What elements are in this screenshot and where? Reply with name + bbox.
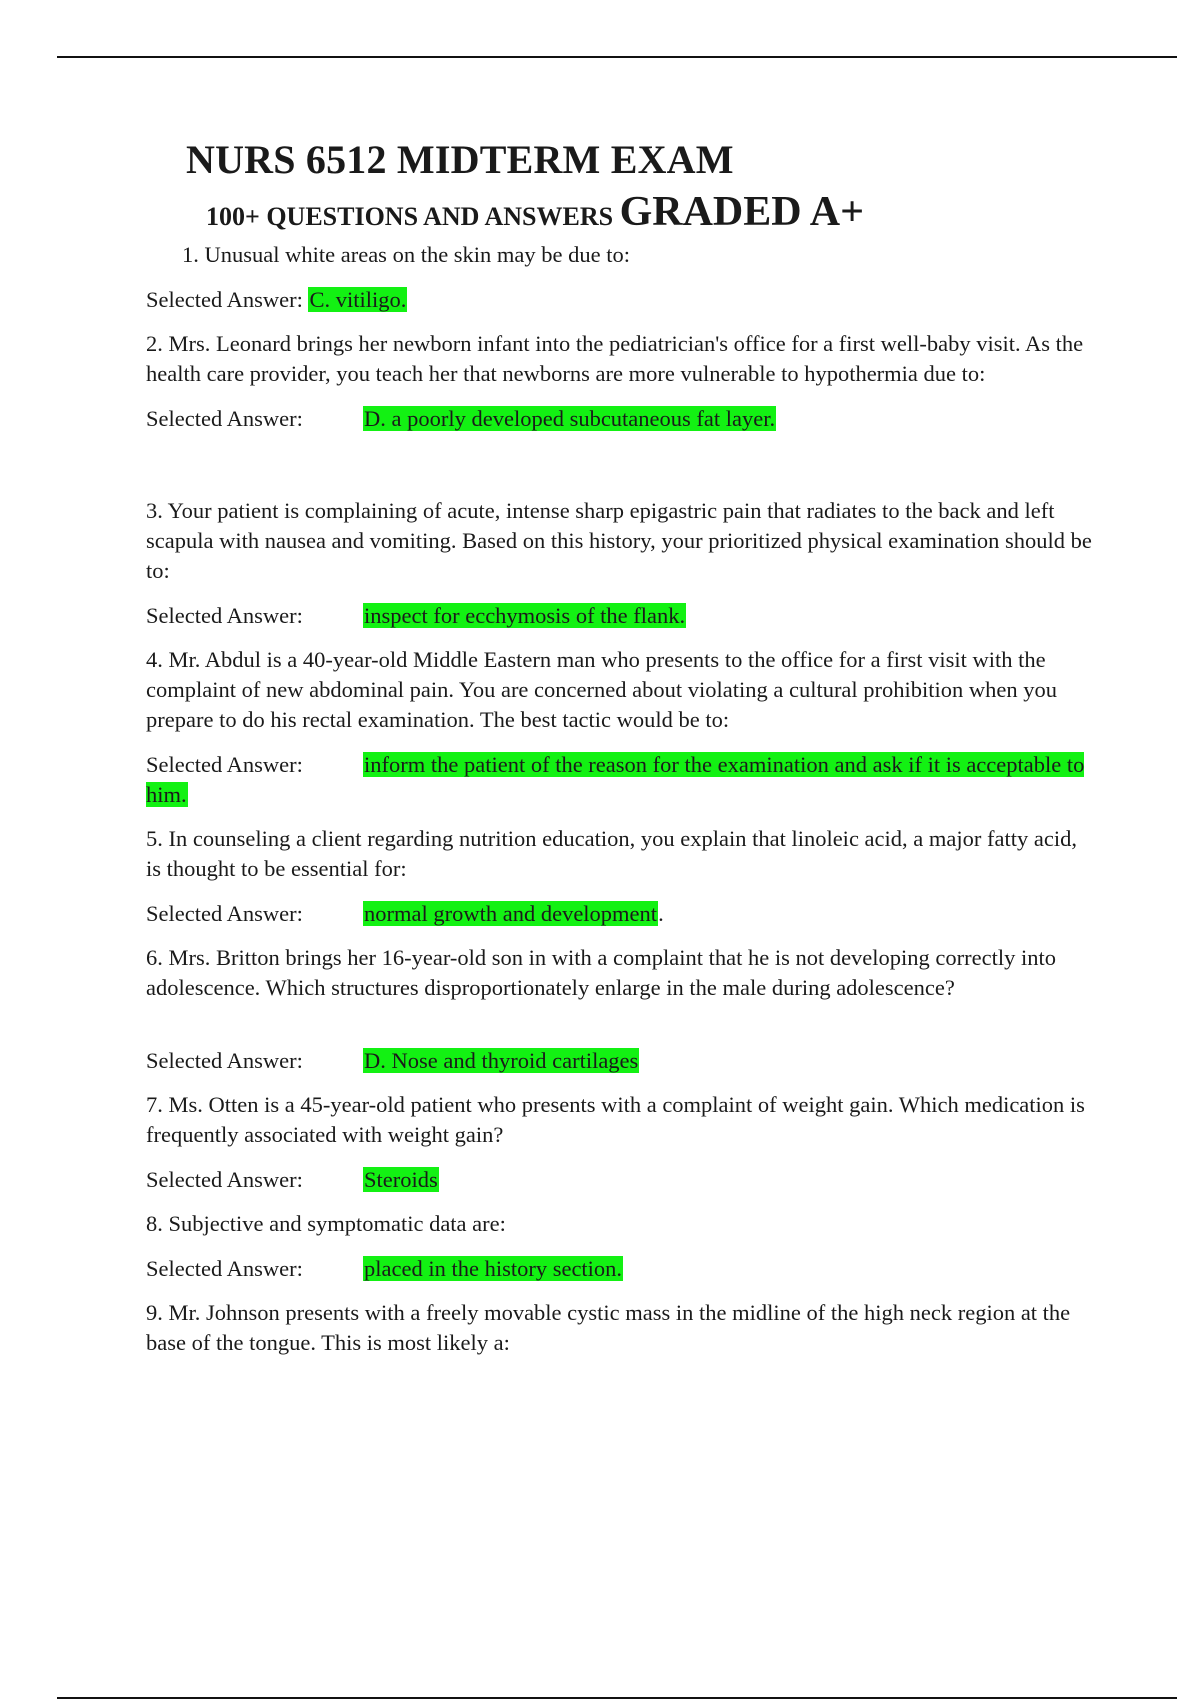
question-6: 6. Mrs. Britton brings her 16-year-old son in with a complaint that he is not developing correctly into adolescence. Which structures disproportionately enlarge in the male during adolescence? bbox=[146, 945, 1056, 1000]
selected-answer-7: Steroids bbox=[364, 1167, 438, 1192]
answer-row-2 bbox=[146, 404, 1096, 434]
answer-tail-5: . bbox=[658, 901, 664, 926]
answer-row-4 bbox=[146, 750, 1096, 810]
question-5: 5. In counseling a client regarding nutrition education, you explain that linoleic acid, a major fatty acid, is thought to be essential for: bbox=[146, 826, 1077, 881]
bottom-rule bbox=[57, 1697, 1177, 1699]
answer-label: Selected Answer: bbox=[146, 752, 303, 777]
selected-answer-6: D. Nose and thyroid cartilages bbox=[364, 1048, 639, 1073]
answer-label: Selected Answer: bbox=[146, 1256, 303, 1281]
selected-answer-3: inspect for ecchymosis of the flank. bbox=[364, 603, 686, 628]
question-9: 9. Mr. Johnson presents with a freely movable cystic mass in the midline of the high neck region at the base of the tongue. This is most likely a: bbox=[146, 1300, 1071, 1355]
selected-answer-8: placed in the history section. bbox=[364, 1256, 623, 1281]
exam-content bbox=[146, 240, 1096, 1358]
answer-row-8 bbox=[146, 1254, 1096, 1284]
question-7: 7. Ms. Otten is a 45-year-old patient who presents with a complaint of weight gain. Which medication is frequently associated with weight gain? bbox=[146, 1092, 1085, 1147]
answer-row-6 bbox=[146, 1046, 1096, 1076]
question-8: 8. Subjective and symptomatic data are: bbox=[146, 1211, 506, 1236]
question-3: 3. Your patient is complaining of acute, intense sharp epigastric pain that radiates to the back and left scapula with nausea and vomiting. Based on this history, your prioritized physical examination should be to: bbox=[146, 498, 1092, 583]
selected-answer-1: C. vitiligo. bbox=[309, 287, 407, 312]
question-1: 1. Unusual white areas on the skin may be due to: bbox=[182, 242, 631, 267]
selected-answer-5: normal growth and development bbox=[364, 901, 658, 926]
answer-label: Selected Answer: bbox=[146, 1048, 303, 1073]
answer-label: Selected Answer: bbox=[146, 406, 303, 431]
selected-answer-2: D. a poorly developed subcutaneous fat layer. bbox=[364, 406, 776, 431]
page-title: NURS 6512 MIDTERM EXAM bbox=[186, 137, 734, 182]
question-4: 4. Mr. Abdul is a 40-year-old Middle Eastern man who presents to the office for a first visit with the complaint of new abdominal pain. You are concerned about violating a cultural prohibition when you prepare to do his rectal examination. The best tactic would be to: bbox=[146, 647, 1058, 732]
answer-label: Selected Answer: bbox=[146, 287, 303, 312]
answer-row-7 bbox=[146, 1165, 1096, 1195]
page-subtitle bbox=[206, 188, 864, 245]
answer-row-3 bbox=[146, 601, 1096, 631]
subtitle-text: 100+ QUESTIONS AND ANSWERS bbox=[206, 202, 620, 231]
answer-label: Selected Answer: bbox=[146, 603, 303, 628]
answer-row-1 bbox=[146, 285, 1096, 315]
grade-text: GRADED A+ bbox=[619, 189, 865, 235]
answer-label: Selected Answer: bbox=[146, 901, 303, 926]
selected-answer-4: inform the patient of the reason for the examination and ask if it is acceptable to him. bbox=[146, 752, 1085, 807]
top-rule bbox=[57, 56, 1177, 58]
answer-row-5 bbox=[146, 899, 1096, 929]
question-2: 2. Mrs. Leonard brings her newborn infant into the pediatrician's office for a first well-baby visit. As the health care provider, you teach her that newborns are more vulnerable to hypothermia due to: bbox=[146, 331, 1084, 386]
answer-label: Selected Answer: bbox=[146, 1167, 303, 1192]
